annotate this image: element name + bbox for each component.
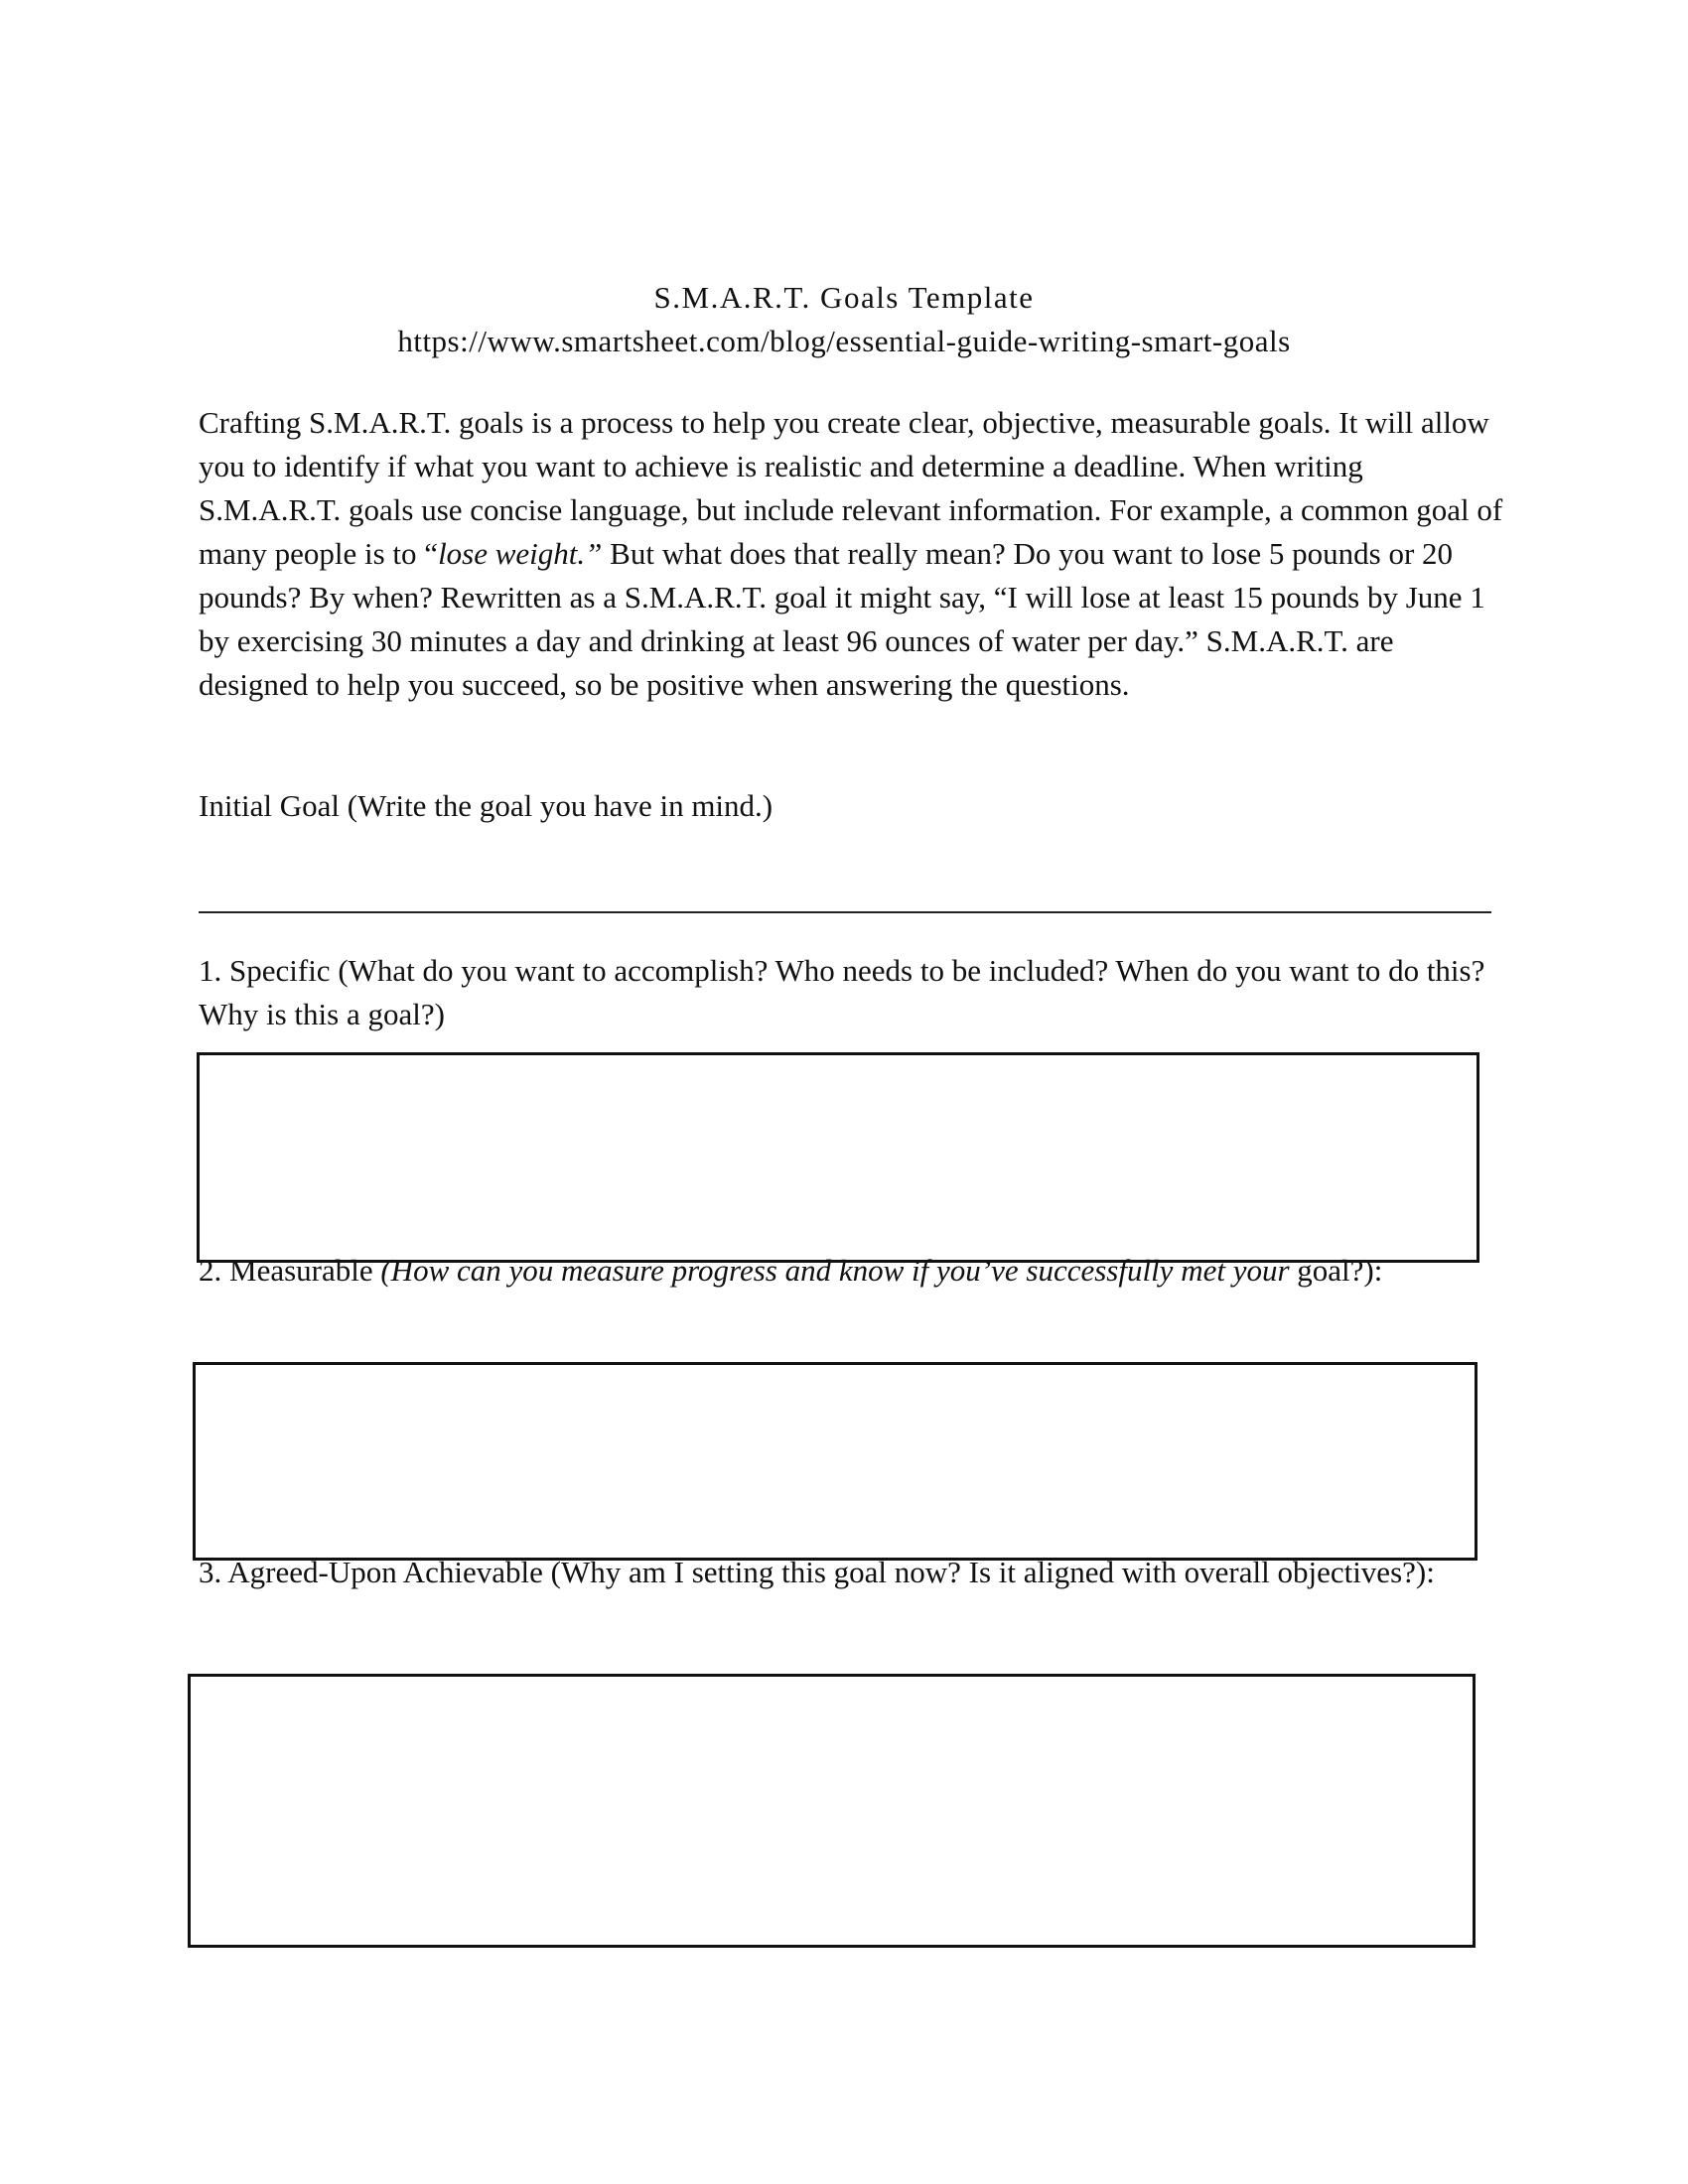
intro-text-after: But what does that really mean? Do you want to lose 5 pounds or 20 pounds? By when? Rewritten as a S.M.A.R.T. goal it might say, “I will lose at least 15 pounds by June 1 by exercising 30 minutes a day and drinking at least 96 ounces of water per day.” S.M.A.R.T. are designed to help you succeed, so be positive when answering the questions. [199,536,1485,702]
measurable-label [199,1249,1509,1293]
intro-emphasis: lose weight.” [438,536,603,571]
measurable-label-italic: (How can you measure progress and know if you’ve successfully met your [380,1253,1290,1288]
initial-goal-line[interactable] [199,911,1491,913]
intro-text-before: Crafting S.M.A.R.T. goals is a process to help you create clear, objective, measurable goals. It will allow you to identify if what you want to achieve is realistic and determine a deadline. When writing S.M.A.R.T. goals use concise language, but include relevant information. For example, a common goal of many people is to “ [199,405,1503,571]
source-url: https://www.smartsheet.com/blog/essential-guide-writing-smart-goals [397,324,1291,358]
intro-paragraph [199,401,1509,707]
achievable-label: 3. Agreed-Upon Achievable (Why am I setting this goal now? Is it aligned with overall objectives?): [199,1555,1435,1589]
measurable-label-prefix: 2. Measurable [199,1253,381,1288]
initial-goal-label: Initial Goal (Write the goal you have in mind.) [199,788,774,823]
document-title: S.M.A.R.T. Goals Template [653,280,1035,315]
specific-label: 1. Specific (What do you want to accomplish? Who needs to be included? When do you want to do this? Why is this a goal?) [199,953,1485,1031]
achievable-answer-box[interactable] [188,1674,1476,1948]
specific-answer-box[interactable] [197,1052,1479,1263]
measurable-answer-box[interactable] [193,1362,1477,1561]
measurable-label-suffix: goal?): [1289,1253,1383,1288]
